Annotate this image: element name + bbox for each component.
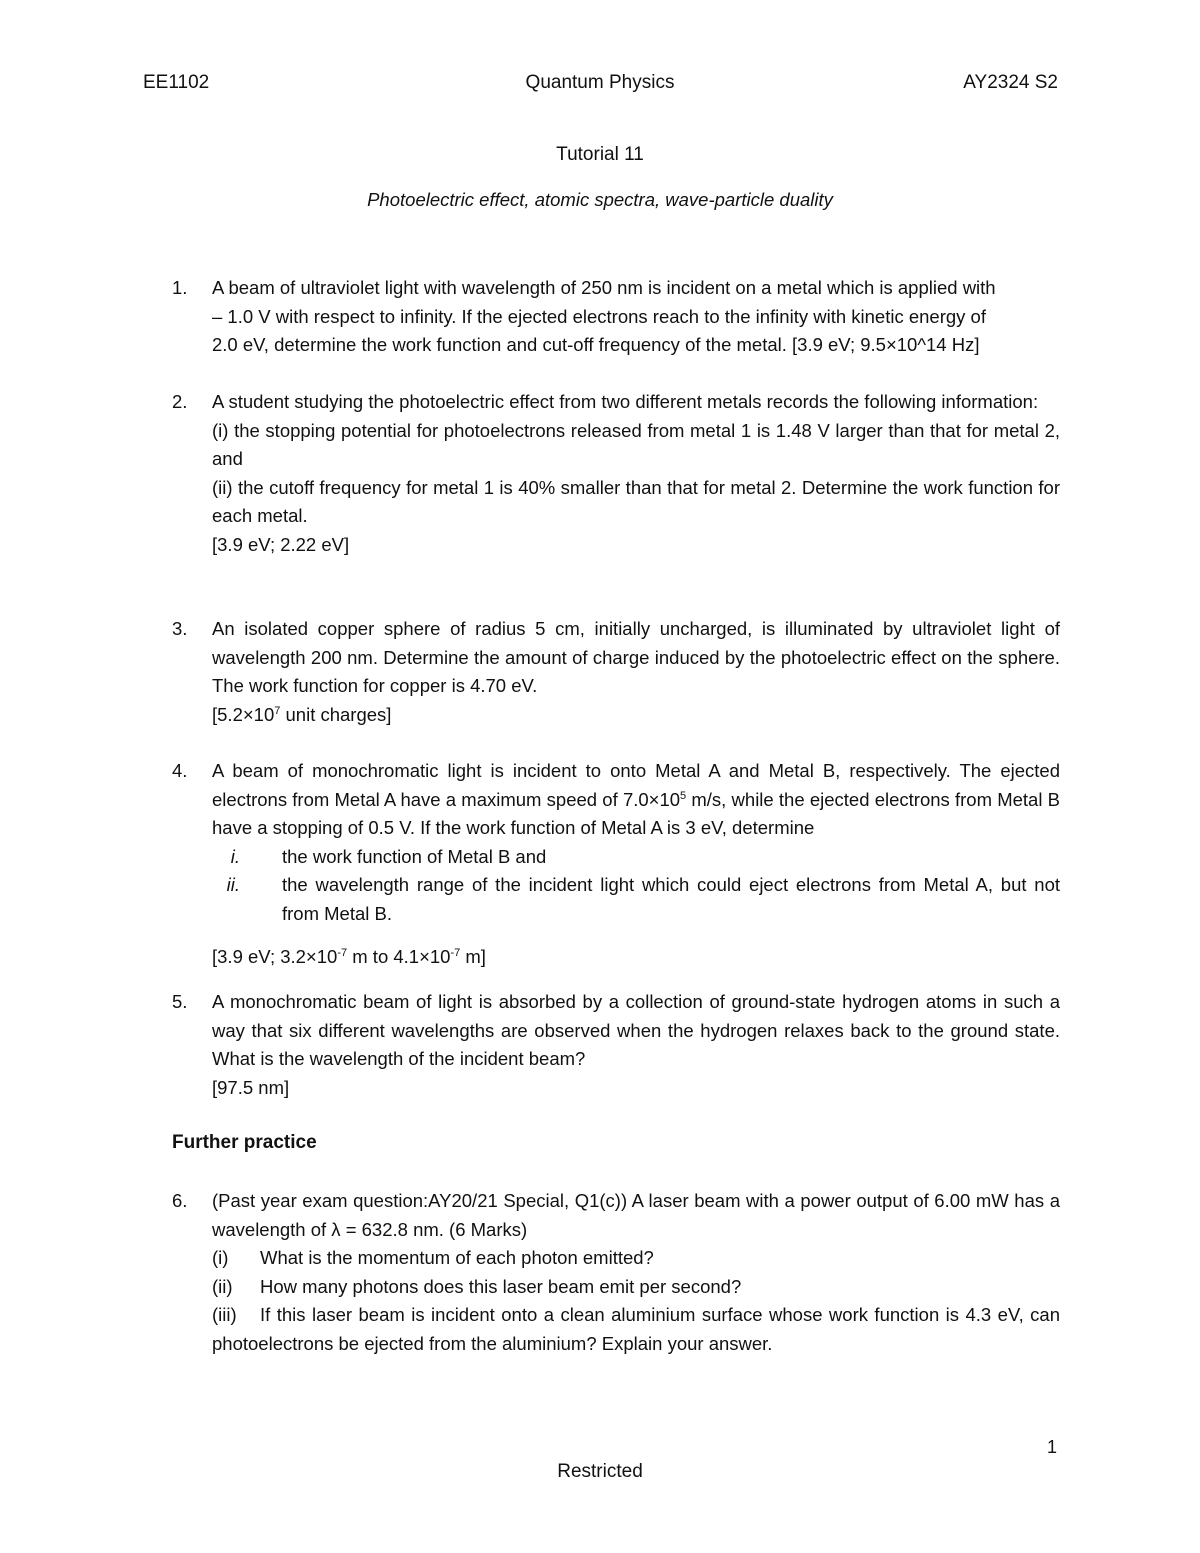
part-text: If this laser beam is incident onto a clean aluminium surface whose work function is 4.3 eV, can photoelectrons be ejected from the aluminium? Explain your answer.: [212, 1304, 1060, 1354]
question-6: [172, 1187, 1060, 1359]
question-number: 2.: [172, 391, 188, 412]
question-text: 2.0 eV, determine the work function and cut-off frequency of the metal. [3.9 eV; 9.5×10^14 Hz]: [212, 334, 980, 356]
sub-question-i: [212, 843, 1060, 872]
question-text: A student studying the photoelectric effect from two different metals records the following information:: [212, 391, 1039, 412]
question-number: 4.: [172, 760, 188, 781]
header-course-code: EE1102: [143, 72, 210, 93]
answer: [3.9 eV; $3.2\times 10^{-7}$ m to $4.1\times 10^{-7}$ m]: [212, 945, 486, 967]
question-part: [212, 417, 1060, 474]
question-2: [172, 388, 1060, 560]
question-text: (Past year exam question:AY20/21 Special, Q1(c)) A laser beam with a power output of 6.00 mW has a wavelength of λ = 632.8 nm. (6 Marks): [212, 1190, 1060, 1240]
part-text: What is the momentum of each photon emitted?: [260, 1247, 654, 1269]
question-3: [172, 615, 1060, 729]
question-number: 6.: [172, 1190, 188, 1211]
question-text: – 1.0 V with respect to infinity. If the ejected electrons reach to the infinity with kinetic energy of: [212, 305, 986, 327]
tutorial-subtitle: Photoelectric effect, atomic spectra, wave-particle duality: [367, 189, 833, 210]
sub-question-ii: [212, 871, 1060, 928]
part-label: (iii): [212, 1304, 237, 1326]
question-5: [172, 988, 1060, 1102]
answer: [3.9 eV; 2.22 eV]: [212, 533, 350, 555]
part-label: (ii): [212, 1275, 233, 1297]
part-label: (i): [212, 419, 229, 441]
page-number: 1: [1046, 1437, 1057, 1457]
header-semester: AY2324 S2: [963, 72, 1058, 93]
question-part: [212, 1244, 1060, 1273]
question-part: [212, 474, 1060, 531]
question-part: [212, 1273, 1060, 1302]
question-text: A beam of monochromatic light is incident to onto Metal A and Metal B, respectively. The ejected electrons from Metal A have a maximum speed of $7.0\times 10^5$ m/s, while the ejected electrons from Metal B have a stopping of 0.5 V. If the work function of Metal A is 3 eV, determine: [212, 760, 1061, 839]
section-heading: Further practice: [172, 1132, 317, 1153]
answer: [97.5 nm]: [212, 1076, 290, 1098]
question-number: 1.: [172, 277, 188, 298]
sub-label: i.: [230, 845, 240, 867]
question-text: An isolated copper sphere of radius 5 cm, initially uncharged, is illuminated by ultraviolet light of wavelength 200 nm. Determine the amount of charge induced by the photoelectric effect on the sphere. The work function for copper is 4.70 eV.: [212, 618, 1060, 697]
answer: [$5.2\times 10^7$ unit charges]: [212, 703, 392, 725]
header-course-title: Quantum Physics: [525, 72, 675, 93]
part-label: (i): [212, 1247, 229, 1269]
question-number: 5.: [172, 991, 188, 1012]
question-1: [172, 274, 1060, 360]
part-label: (ii): [212, 476, 233, 498]
sub-text: the work function of Metal B and: [282, 845, 547, 867]
part-text: the cutoff frequency for metal 1 is 40% smaller than that for metal 2. Determine the work function for each metal.: [212, 476, 1061, 527]
part-text: the stopping potential for photoelectrons released from metal 1 is 1.48 V larger than that for metal 2, and: [212, 419, 1060, 470]
question-part: [212, 1301, 1060, 1358]
tutorial-title: Tutorial 11: [556, 144, 644, 165]
question-4: [172, 757, 1060, 971]
question-text: A monochromatic beam of light is absorbed by a collection of ground-state hydrogen atoms in such a way that six different wavelengths are observed when the hydrogen relaxes back to the ground state. What is the wavelength of the incident beam?: [212, 991, 1060, 1070]
question-number: 3.: [172, 618, 188, 639]
part-text: How many photons does this laser beam emit per second?: [260, 1275, 742, 1297]
sub-label: ii.: [226, 874, 240, 896]
footer-classification: Restricted: [557, 1461, 643, 1482]
question-text: A beam of ultraviolet light with wavelength of 250 nm is incident on a metal which is applied with: [212, 277, 996, 298]
sub-text: the wavelength range of the incident light which could eject electrons from Metal A, but not from Metal B.: [282, 874, 1060, 924]
